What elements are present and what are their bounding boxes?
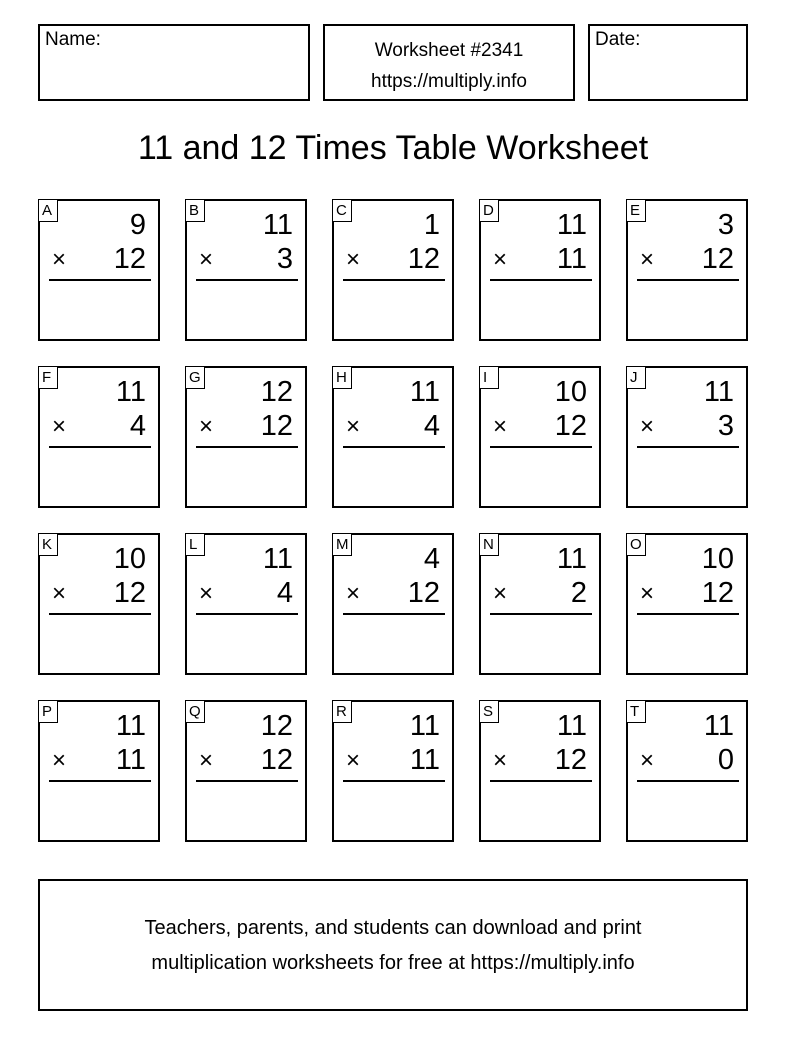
- multiplicand: 11: [556, 710, 587, 742]
- answer-line: [637, 780, 739, 782]
- name-field-box[interactable]: [38, 24, 310, 101]
- problem-card[interactable]: [479, 199, 601, 341]
- multiplier: 11: [556, 243, 587, 275]
- problem-card[interactable]: [626, 199, 748, 341]
- problem-letter: E: [626, 199, 646, 222]
- times-sign-icon: ×: [640, 246, 655, 273]
- answer-line: [637, 613, 739, 615]
- problem-card[interactable]: [185, 199, 307, 341]
- problem-letter: Q: [185, 700, 205, 723]
- problem-letter: C: [332, 199, 352, 222]
- answer-line: [637, 279, 739, 281]
- multiplicand: 11: [556, 209, 587, 241]
- problem-letter: O: [626, 533, 646, 556]
- problem-card[interactable]: [332, 199, 454, 341]
- multiplier: 12: [113, 577, 146, 609]
- problem-card[interactable]: [626, 700, 748, 842]
- multiplicand: 12: [260, 376, 293, 408]
- multiplier: 11: [409, 744, 440, 776]
- name-label: Name:: [45, 29, 101, 50]
- problem-letter: B: [185, 199, 205, 222]
- answer-line: [196, 780, 298, 782]
- multiplicand: 11: [262, 543, 293, 575]
- times-sign-icon: ×: [52, 580, 67, 607]
- multiplicand: 11: [115, 710, 146, 742]
- problem-letter: D: [479, 199, 499, 222]
- problem-card[interactable]: [479, 533, 601, 675]
- multiplier: 12: [701, 577, 734, 609]
- problem-letter: I: [479, 366, 499, 389]
- answer-line: [343, 279, 445, 281]
- multiplicand: 11: [703, 376, 734, 408]
- multiplicand: 4: [423, 543, 440, 575]
- multiplicand: 12: [260, 710, 293, 742]
- multiplier: 4: [423, 410, 440, 442]
- times-sign-icon: ×: [493, 747, 508, 774]
- multiplicand: 3: [717, 209, 734, 241]
- problem-letter: M: [332, 533, 352, 556]
- answer-line: [490, 780, 592, 782]
- times-sign-icon: ×: [52, 413, 67, 440]
- answer-line: [490, 279, 592, 281]
- times-sign-icon: ×: [52, 747, 67, 774]
- times-sign-icon: ×: [199, 580, 214, 607]
- problem-letter: G: [185, 366, 205, 389]
- answer-line: [49, 446, 151, 448]
- answer-line: [490, 613, 592, 615]
- problem-card[interactable]: [332, 366, 454, 508]
- times-sign-icon: ×: [493, 580, 508, 607]
- problem-letter: H: [332, 366, 352, 389]
- multiplicand: 11: [409, 376, 440, 408]
- problem-card[interactable]: [479, 366, 601, 508]
- problem-letter: R: [332, 700, 352, 723]
- problem-card[interactable]: [38, 199, 160, 341]
- times-sign-icon: ×: [52, 246, 67, 273]
- times-sign-icon: ×: [199, 413, 214, 440]
- multiplier: 12: [260, 410, 293, 442]
- answer-line: [343, 446, 445, 448]
- problem-letter: K: [38, 533, 58, 556]
- problem-card[interactable]: [185, 533, 307, 675]
- multiplicand: 9: [129, 209, 146, 241]
- times-sign-icon: ×: [346, 246, 361, 273]
- footer-line-1: Teachers, parents, and students can download and print: [144, 917, 642, 939]
- problem-letter: T: [626, 700, 646, 723]
- multiplier: 2: [570, 577, 587, 609]
- answer-line: [196, 446, 298, 448]
- times-sign-icon: ×: [346, 580, 361, 607]
- multiplicand: 11: [703, 710, 734, 742]
- multiplicand: 11: [556, 543, 587, 575]
- page-title: 11 and 12 Times Table Worksheet: [137, 129, 649, 167]
- problem-card[interactable]: [626, 533, 748, 675]
- problem-letter: A: [38, 199, 58, 222]
- date-label: Date:: [595, 29, 641, 50]
- multiplier: 12: [554, 744, 587, 776]
- worksheet-number: Worksheet #2341: [374, 40, 524, 61]
- footer-line-2: multiplication worksheets for free at https://multiply.info: [151, 952, 635, 974]
- answer-line: [343, 613, 445, 615]
- multiplicand: 11: [262, 209, 293, 241]
- multiplicand: 1: [423, 209, 440, 241]
- times-sign-icon: ×: [199, 747, 214, 774]
- problem-letter: F: [38, 366, 58, 389]
- answer-line: [196, 613, 298, 615]
- times-sign-icon: ×: [640, 747, 655, 774]
- multiplier: 3: [276, 243, 293, 275]
- times-sign-icon: ×: [199, 246, 214, 273]
- problem-letter: P: [38, 700, 58, 723]
- multiplier: 12: [113, 243, 146, 275]
- multiplier: 11: [115, 744, 146, 776]
- multiplicand: 10: [554, 376, 587, 408]
- problem-letter: S: [479, 700, 499, 723]
- worksheet-info-box: [323, 24, 575, 101]
- times-sign-icon: ×: [493, 246, 508, 273]
- answer-line: [196, 279, 298, 281]
- times-sign-icon: ×: [640, 413, 655, 440]
- multiplier: 4: [129, 410, 146, 442]
- problem-grid: [38, 199, 748, 842]
- problem-card[interactable]: [38, 533, 160, 675]
- answer-line: [637, 446, 739, 448]
- times-sign-icon: ×: [493, 413, 508, 440]
- times-sign-icon: ×: [346, 747, 361, 774]
- times-sign-icon: ×: [640, 580, 655, 607]
- multiplier: 0: [717, 744, 734, 776]
- problem-card[interactable]: [332, 700, 454, 842]
- multiplier: 3: [717, 410, 734, 442]
- footer-box: [38, 879, 748, 1011]
- answer-line: [343, 780, 445, 782]
- problem-letter: J: [626, 366, 646, 389]
- problem-card[interactable]: [185, 700, 307, 842]
- date-field-box[interactable]: [588, 24, 748, 101]
- multiplier: 12: [407, 577, 440, 609]
- problem-card[interactable]: [38, 366, 160, 508]
- times-sign-icon: ×: [346, 413, 361, 440]
- multiplicand: 11: [115, 376, 146, 408]
- answer-line: [49, 780, 151, 782]
- problem-card[interactable]: [479, 700, 601, 842]
- problem-letter: L: [185, 533, 205, 556]
- answer-line: [49, 279, 151, 281]
- multiplicand: 11: [409, 710, 440, 742]
- problem-card[interactable]: [38, 700, 160, 842]
- multiplier: 12: [407, 243, 440, 275]
- problem-letter: N: [479, 533, 499, 556]
- multiplier: 12: [701, 243, 734, 275]
- multiplier: 4: [276, 577, 293, 609]
- multiplier: 12: [260, 744, 293, 776]
- multiplicand: 10: [113, 543, 146, 575]
- worksheet-url[interactable]: https://multiply.info: [371, 71, 527, 92]
- answer-line: [49, 613, 151, 615]
- problem-card[interactable]: [185, 366, 307, 508]
- problem-card[interactable]: [332, 533, 454, 675]
- multiplier: 12: [554, 410, 587, 442]
- multiplicand: 10: [701, 543, 734, 575]
- problem-card[interactable]: [626, 366, 748, 508]
- answer-line: [490, 446, 592, 448]
